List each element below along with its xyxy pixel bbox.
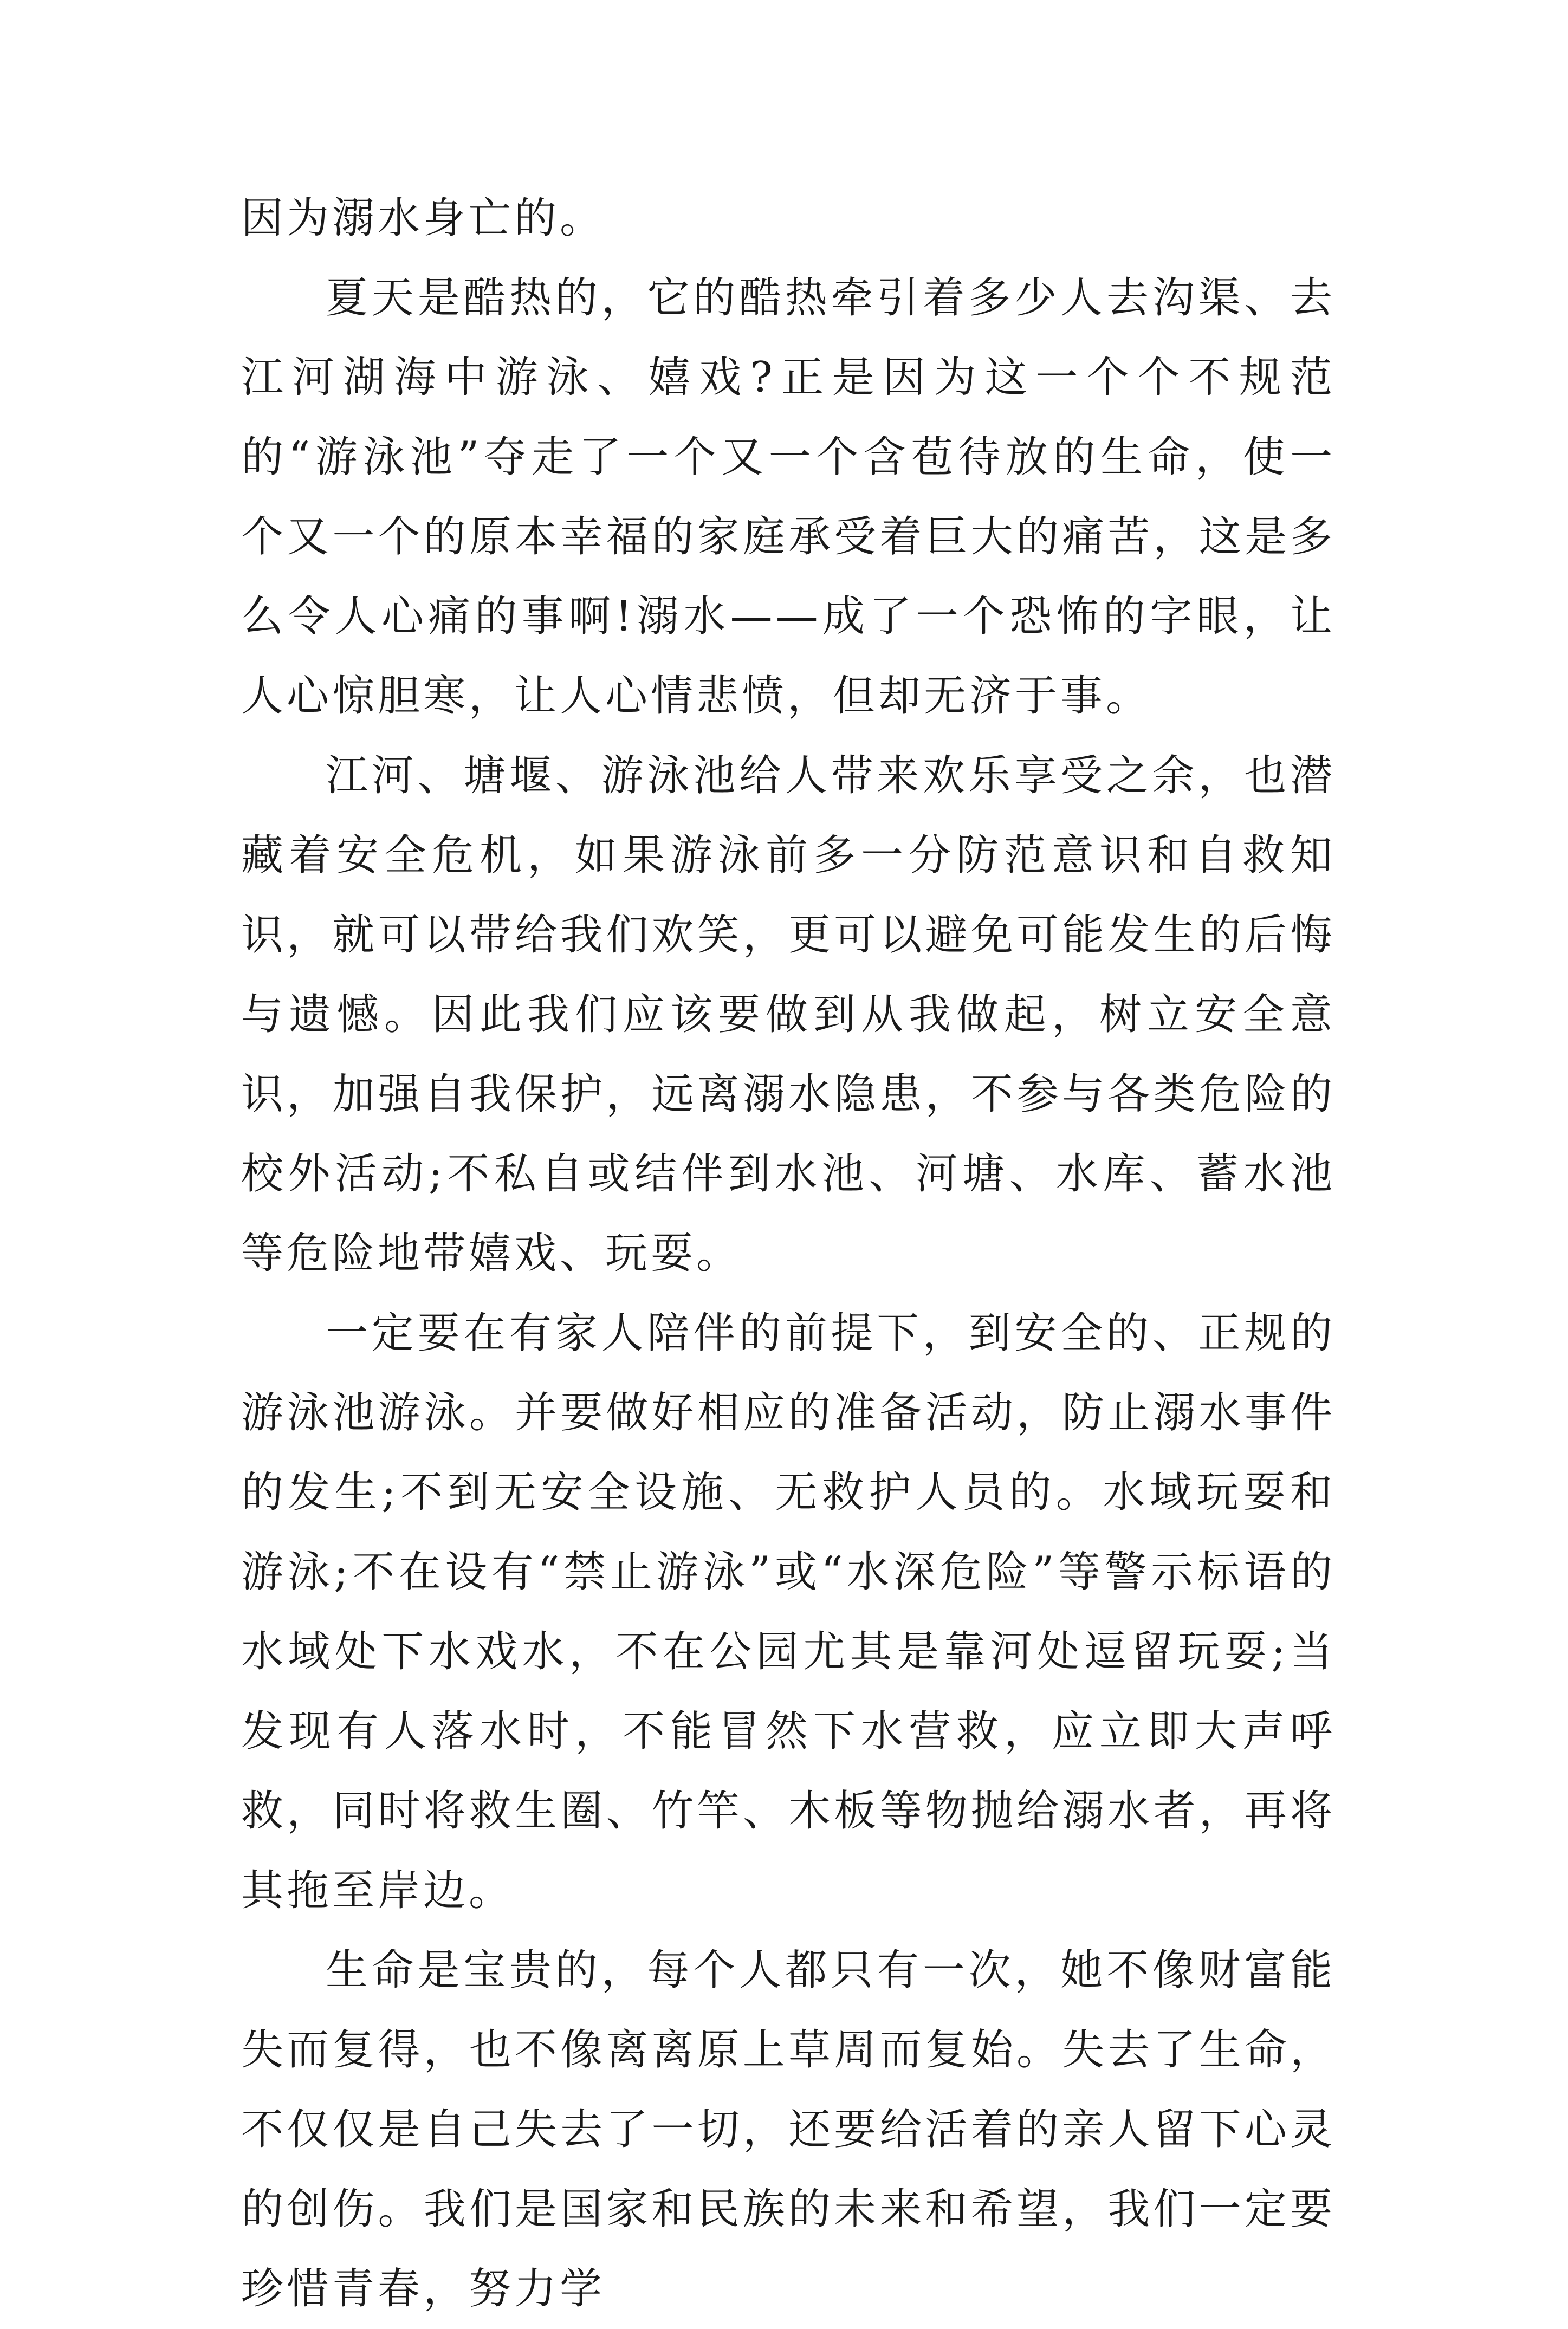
paragraph-safety-awareness: 江河、塘堰、游泳池给人带来欢乐享受之余，也潜藏着安全危机，如果游泳前多一分防范意识和自救知识，就可以带给我们欢笑，更可以避免可能发生的后悔与遗憾。因此我们应该要做到从我做起，树立安全意识，加强自我保护，远离溺水隐患，不参与各类危险的校外活动;不私自或结伴到水池、河塘、水库、蓄水池等危险地带嬉戏、玩耍。 bbox=[241, 751, 1336, 1278]
paragraph-value-of-life: 生命是宝贵的，每个人都只有一次，她不像财富能失而复得，也不像离离原上草周而复始。失去了生命，不仅仅是自己失去了一切，还要给活着的亲人留下心灵的创伤。我们是国家和民族的未来和希望，我们一定要珍惜青春，努力学 bbox=[241, 1946, 1336, 2313]
paragraph-continuation: 因为溺水身亡的。 bbox=[241, 194, 606, 243]
document-body bbox=[241, 179, 1336, 2329]
paragraph-swimming-rules: 一定要在有家人陪伴的前提下，到安全的、正规的游泳池游泳。并要做好相应的准备活动，防止溺水事件的发生;不到无安全设施、无救护人员的。水域玩耍和游泳;不在设有“禁止游泳”或“水深危险”等警示标语的水域处下水戏水，不在公园尤其是靠河处逗留玩耍;当发现有人落水时，不能冒然下水营救，应立即大声呼救，同时将救生圈、竹竿、木板等物抛给溺水者，再将其拖至岸边。 bbox=[241, 1309, 1336, 1915]
paragraph-summer-heat: 夏天是酷热的，它的酷热牵引着多少人去沟渠、去江河湖海中游泳、嬉戏?正是因为这一个个不规范的“游泳池”夺走了一个又一个含苞待放的生命，使一个又一个的原本幸福的家庭承受着巨大的痛苦，这是多么令人心痛的事啊!溺水——成了一个恐怖的字眼，让人心惊胆寒，让人心情悲愤，但却无济于事。 bbox=[241, 274, 1336, 721]
